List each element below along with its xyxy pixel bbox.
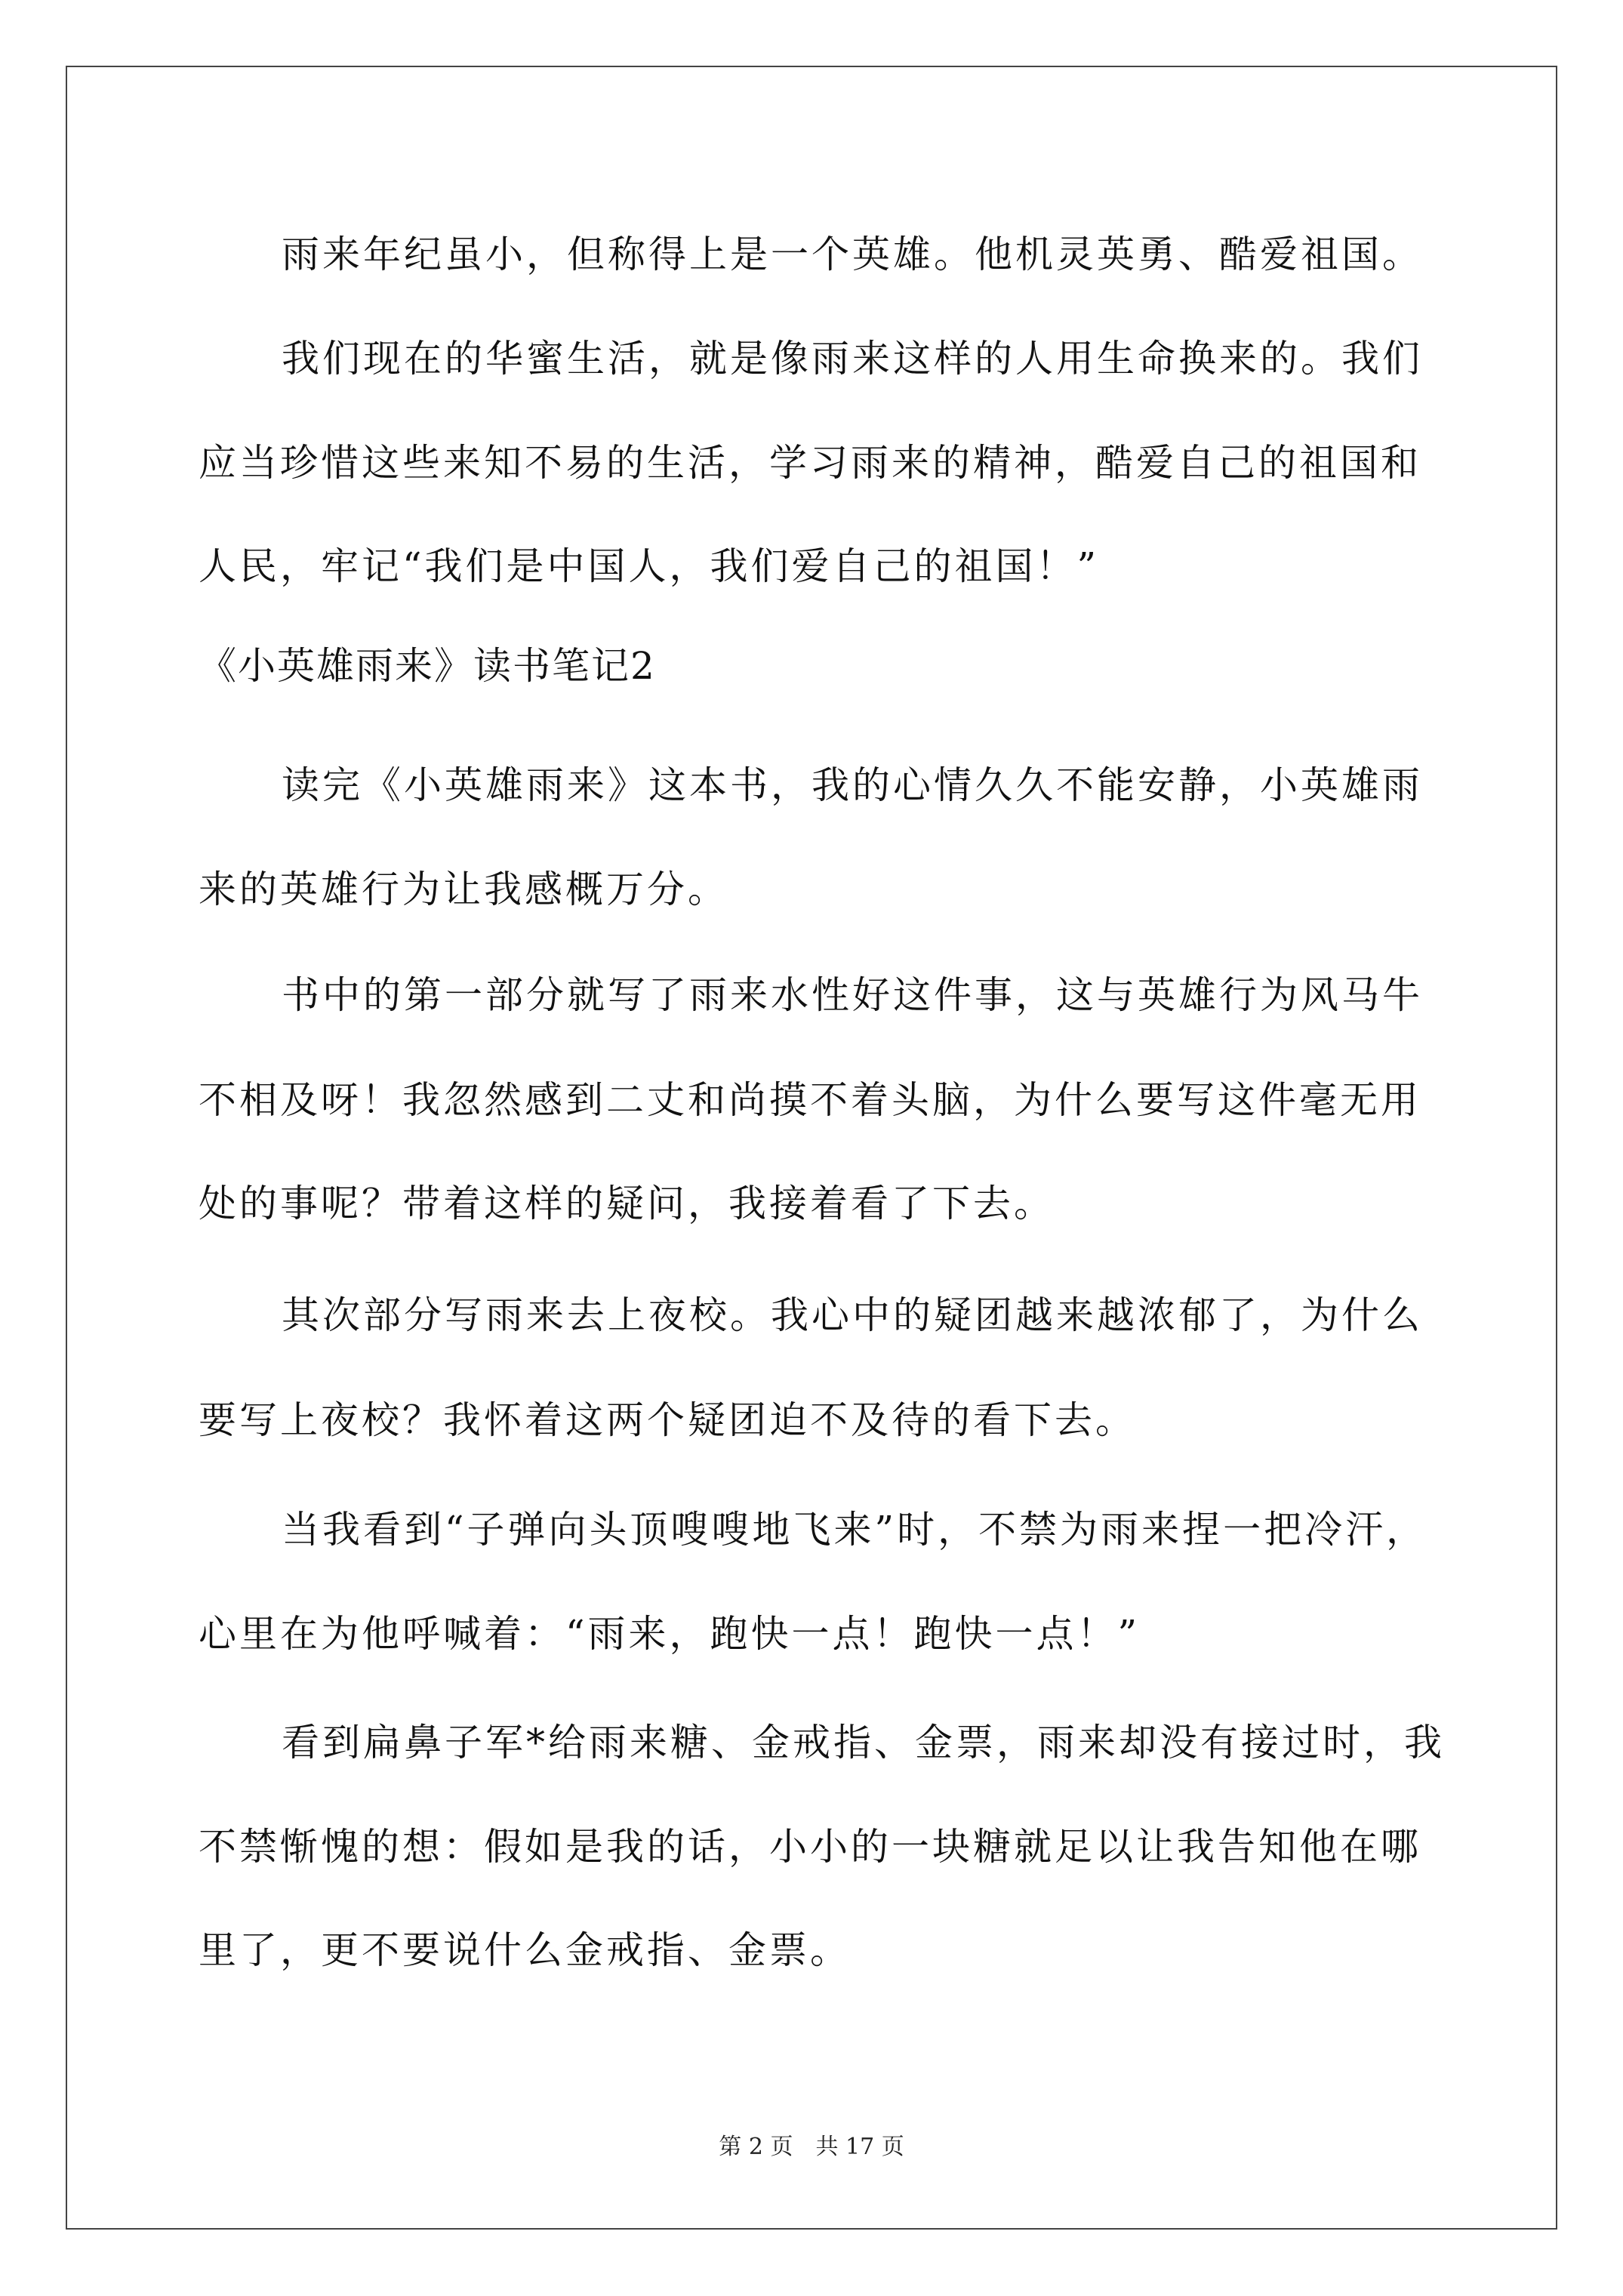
paragraph-line: 雨来年纪虽小，但称得上是一个英雄。他机灵英勇、酷爱祖国。 — [282, 233, 1423, 276]
paragraph-line: 要写上夜校？我怀着这两个疑团迫不及待的看下去。 — [199, 1398, 1136, 1442]
paragraph-line: 我们现在的华蜜生活，就是像雨来这样的人用生命换来的。我们 — [282, 337, 1423, 381]
paragraph-line: 来的英雄行为让我感概万分。 — [199, 868, 728, 911]
page-footer — [0, 2134, 1623, 2161]
paragraph-line: 其次部分写雨来去上夜校。我心中的疑团越来越浓郁了，为什么 — [282, 1293, 1423, 1337]
paragraph-line: 处的事呢？带着这样的疑问，我接着看了下去。 — [199, 1182, 1055, 1225]
paragraph-line: 不相及呀！我忽然感到二丈和尚摸不着头脑，为什么要写这件毫无用 — [199, 1078, 1421, 1122]
paragraph-line: 心里在为他呼喊着：“雨来，跑快一点！跑快一点！” — [199, 1612, 1141, 1656]
paragraph-line: 书中的第一部分就写了雨来水性好这件事，这与英雄行为风马牛 — [282, 973, 1423, 1017]
paragraph-line: 当我看到“子弹向头顶嗖嗖地飞来”时，不禁为雨来捏一把冷汗， — [282, 1508, 1427, 1552]
section-heading: 《小英雄雨来》读书笔记2 — [199, 644, 656, 688]
paragraph-line: 读完《小英雄雨来》这本书，我的心情久久不能安静，小英雄雨 — [282, 763, 1423, 807]
paragraph-line: 里了，更不要说什么金戒指、金票。 — [199, 1928, 851, 1972]
paragraph-line: 人民，牢记“我们是中国人，我们爱自己的祖国！” — [199, 544, 1100, 588]
paragraph-line: 应当珍惜这些来知不易的生活，学习雨来的精神，酷爱自己的祖国和 — [199, 441, 1421, 485]
paragraph-line: 不禁惭愧的想：假如是我的话，小小的一块糖就足以让我告知他在哪 — [199, 1825, 1421, 1869]
page-border — [66, 66, 1557, 2230]
page-total: 共 17 页 — [815, 2134, 904, 2160]
paragraph-line: 看到扁鼻子军*给雨来糖、金戒指、金票，雨来却没有接过时，我 — [282, 1721, 1445, 1764]
page-number: 第 2 页 — [719, 2134, 793, 2160]
